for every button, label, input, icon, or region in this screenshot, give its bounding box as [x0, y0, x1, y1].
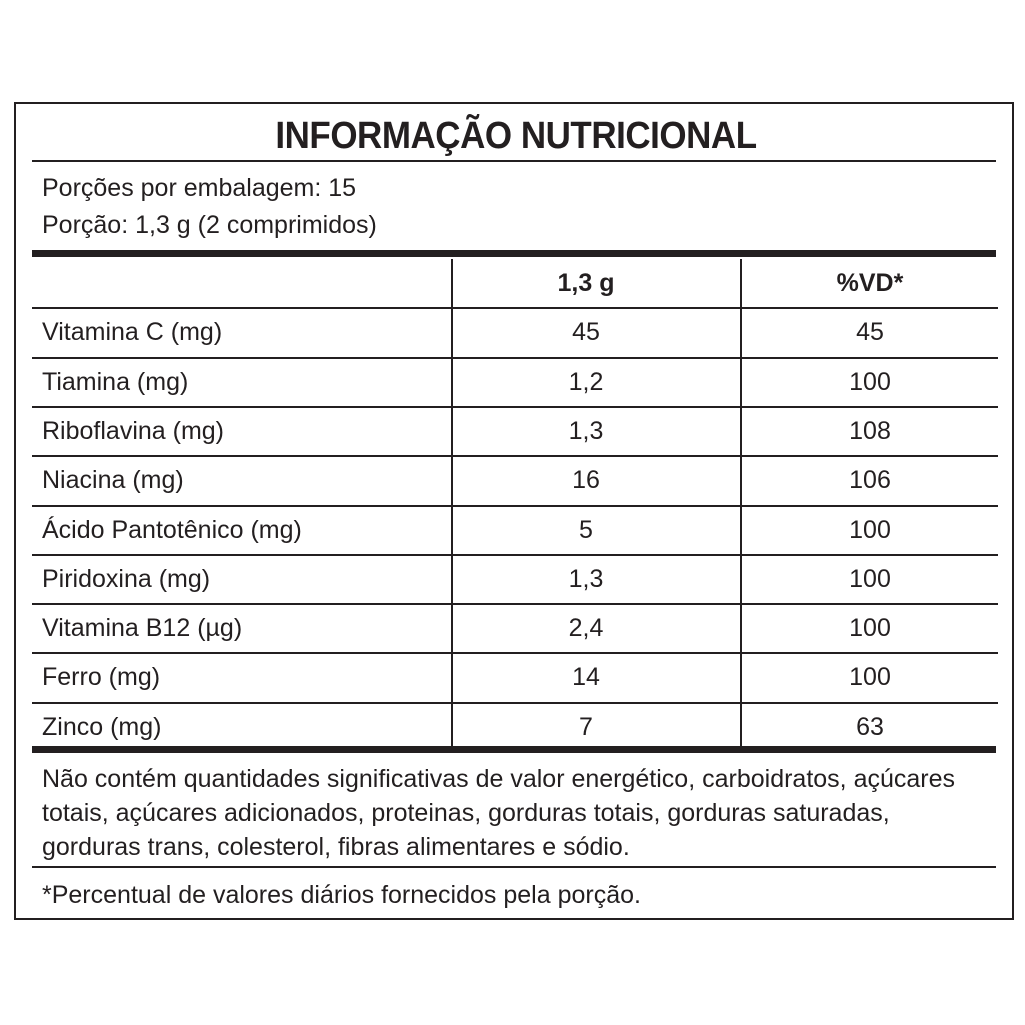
amount-per-serving-cell: 14	[572, 663, 600, 692]
daily-value-percent-cell: 100	[849, 663, 891, 692]
table-header-row	[32, 259, 998, 308]
daily-value-footnote: *Percentual de valores diários fornecidos pela porção.	[42, 881, 641, 909]
panel-title: INFORMAÇÃO NUTRICIONAL	[275, 115, 757, 157]
nutrient-table	[32, 259, 998, 749]
daily-value-percent-cell: 100	[849, 614, 891, 643]
daily-value-percent-cell: 108	[849, 416, 891, 445]
amount-per-serving-cell: 5	[579, 515, 593, 544]
daily-value-percent-cell: 100	[849, 515, 891, 544]
note-divider	[32, 866, 996, 868]
daily-value-percent-cell: 100	[849, 564, 891, 593]
serving-size: Porção: 1,3 g (2 comprimidos)	[42, 211, 377, 239]
nutrient-name-cell: Niacina (mg)	[42, 466, 184, 495]
header-daily-value-cell: %VD*	[836, 269, 904, 297]
amount-per-serving-cell: 1,2	[568, 367, 604, 396]
amount-per-serving-cell: 1,3	[568, 416, 604, 445]
amount-per-serving-cell: 16	[572, 466, 600, 495]
header-nutrient-cell	[42, 259, 442, 308]
nutrient-name-cell: Vitamina C (mg)	[42, 318, 223, 347]
daily-value-percent-cell: 106	[849, 466, 891, 495]
not-significant-note: Não contém quantidades significativas de valor energético, carboidratos, açúcares totais, açúcares adicionados, proteinas, gorduras totais, gorduras saturadas, gorduras trans, colesterol, fibras alimentares e sódio.	[42, 765, 956, 861]
amount-per-serving-cell: 7	[579, 712, 593, 741]
daily-value-percent-cell: 63	[856, 712, 884, 741]
header-amount-cell: 1,3 g	[557, 269, 615, 297]
serving-divider	[32, 250, 996, 257]
nutrient-name-cell: Ácido Pantotênico (mg)	[42, 515, 302, 544]
nutrient-name-cell: Riboflavina (mg)	[42, 416, 225, 445]
amount-per-serving-cell: 45	[572, 318, 600, 347]
nutrient-name-cell: Zinco (mg)	[42, 712, 162, 741]
nutrient-name-cell: Tiamina (mg)	[42, 367, 189, 396]
servings-per-package: Porções por embalagem: 15	[42, 174, 357, 202]
title-divider	[32, 160, 996, 162]
table-bottom-divider	[32, 746, 996, 753]
amount-per-serving-cell: 2,4	[568, 614, 604, 643]
table-row	[32, 506, 998, 555]
table-row	[32, 358, 998, 407]
table-row	[32, 308, 998, 357]
nutrient-name-cell: Piridoxina (mg)	[42, 564, 211, 593]
nutrient-name-cell: Ferro (mg)	[42, 663, 161, 692]
table-row	[32, 407, 998, 456]
table-row	[32, 604, 998, 653]
daily-value-percent-cell: 45	[856, 318, 884, 347]
daily-value-percent-cell: 100	[849, 367, 891, 396]
amount-per-serving-cell: 1,3	[568, 564, 604, 593]
table-row	[32, 703, 998, 752]
nutrient-name-cell: Vitamina B12 (µg)	[42, 614, 243, 643]
table-row	[32, 653, 998, 702]
nutrition-facts-panel	[14, 102, 1014, 920]
table-row	[32, 555, 998, 604]
table-row	[32, 456, 998, 505]
